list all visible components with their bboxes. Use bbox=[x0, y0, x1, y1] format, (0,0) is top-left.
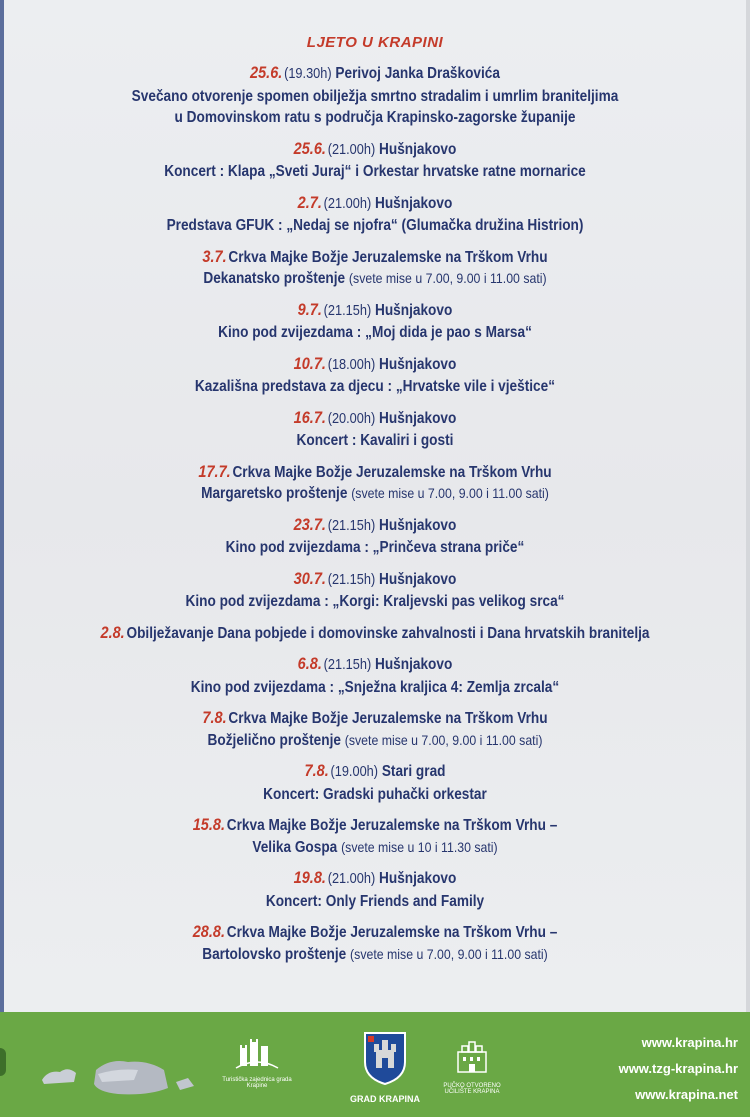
castle-icon bbox=[232, 1036, 282, 1070]
event-note: (svete mise u 7.00, 9.00 i 11.00 sati) bbox=[350, 945, 548, 962]
event-date: 2.8. bbox=[100, 623, 125, 642]
event-text: Hušnjakovo bbox=[379, 870, 457, 887]
event-line bbox=[45, 322, 705, 344]
event-date: 25.6. bbox=[250, 64, 283, 82]
event-text: Crkva Majke Božje Jeruzalemske na Trškom Vrhu – bbox=[226, 817, 558, 834]
event-text: Hušnjakovo bbox=[379, 409, 457, 427]
event-schedule bbox=[0, 63, 750, 975]
event-text: Hušnjakovo bbox=[375, 301, 453, 319]
event-time: (21.15h) bbox=[323, 657, 372, 673]
event-item bbox=[0, 868, 750, 912]
event-text: Hušnjakovo bbox=[379, 570, 457, 588]
event-text: Koncert : Klapa „Sveti Juraj“ i Orkestar hrvatske ratne mornarice bbox=[164, 163, 586, 180]
event-line bbox=[45, 193, 705, 216]
tourist-board-logo bbox=[222, 1036, 292, 1089]
event-line bbox=[45, 139, 705, 162]
event-date: 9.7. bbox=[297, 300, 322, 319]
event-text: Crkva Majke Božje Jeruzalemske na Trškom Vrhu bbox=[232, 463, 552, 481]
event-date: 10.7. bbox=[293, 354, 326, 373]
tourist-board-label: Turistička zajednica grada Krapine bbox=[222, 1077, 292, 1089]
event-date: 6.8. bbox=[297, 655, 322, 673]
event-text: Predstava GFUK : „Nedaj se njofra“ (Glumačka družina Histrion) bbox=[166, 217, 584, 234]
event-date: 25.6. bbox=[293, 139, 326, 158]
event-item bbox=[0, 922, 750, 965]
event-text: Hušnjakovo bbox=[379, 140, 457, 158]
link-krapina-hr[interactable]: www.krapina.hr bbox=[641, 1035, 738, 1050]
event-item bbox=[0, 515, 750, 559]
event-item bbox=[0, 761, 750, 805]
building-icon bbox=[452, 1040, 492, 1076]
event-date: 7.8. bbox=[304, 762, 329, 780]
event-date: 30.7. bbox=[293, 569, 326, 588]
event-text: Svečano otvorenje spomen obilježja smrtno stradalim i umrlim braniteljima bbox=[131, 87, 619, 105]
event-text: Koncert: Only Friends and Family bbox=[265, 892, 485, 910]
event-date: 28.8. bbox=[192, 923, 225, 941]
event-line bbox=[45, 591, 705, 613]
event-item bbox=[0, 569, 750, 613]
event-note: (svete mise u 10 i 11.30 sati) bbox=[341, 838, 498, 855]
event-line bbox=[45, 784, 705, 806]
event-line bbox=[45, 537, 705, 559]
event-text: Crkva Majke Božje Jeruzalemske na Trškom Vrhu bbox=[228, 248, 548, 266]
event-line bbox=[45, 462, 705, 484]
event-item bbox=[0, 63, 750, 129]
event-item bbox=[0, 139, 750, 183]
event-text: Kino pod zvijezdama : „Korgi: Kraljevski pas velikog srca“ bbox=[185, 593, 565, 610]
event-item bbox=[0, 300, 750, 344]
event-line bbox=[45, 107, 705, 129]
event-text: Crkva Majke Božje Jeruzalemske na Trškom Vrhu bbox=[228, 710, 548, 727]
event-text: Obilježavanje Dana pobjede i domovinske zahvalnosti i Dana hrvatskih branitelja bbox=[126, 624, 650, 642]
event-text: Božjelično proštenje bbox=[207, 731, 341, 749]
event-text: Kino pod zvijezdama : „Moj dida je pao s Marsa“ bbox=[218, 324, 532, 341]
university-logo bbox=[440, 1040, 504, 1095]
event-time: (21.15h) bbox=[327, 571, 376, 588]
event-text: Crkva Majke Božje Jeruzalemske na Trškom Vrhu – bbox=[226, 924, 558, 941]
event-text: Kino pod zvijezdama : „Snježna kraljica 4: Zemlja zrcala“ bbox=[190, 678, 560, 696]
event-line bbox=[45, 63, 705, 86]
event-time: (21.00h) bbox=[323, 195, 372, 212]
link-tzg-krapina-hr[interactable]: www.tzg-krapina.hr bbox=[618, 1061, 738, 1076]
event-item bbox=[0, 408, 750, 452]
event-time: (19.00h) bbox=[330, 764, 379, 780]
city-crest-label: GRAD KRAPINA bbox=[350, 1094, 421, 1104]
event-text: Dekanatsko proštenje bbox=[203, 270, 346, 287]
event-text: Margaretsko proštenje bbox=[201, 485, 348, 502]
link-krapina-net[interactable]: www.krapina.net bbox=[635, 1087, 738, 1102]
event-text: Koncert: Gradski puhački orkestar bbox=[263, 785, 487, 803]
event-line bbox=[45, 515, 705, 538]
event-text: Kazališna predstava za djecu : „Hrvatske vile i vještice“ bbox=[194, 378, 556, 395]
event-date: 19.8. bbox=[293, 869, 326, 887]
event-line bbox=[45, 677, 705, 699]
event-text: Kino pod zvijezdama : „Prinčeva strana priče“ bbox=[225, 539, 525, 556]
event-time: (20.00h) bbox=[327, 410, 376, 427]
event-text: Perivoj Janka Draškovića bbox=[335, 65, 500, 82]
event-date: 2.7. bbox=[297, 193, 322, 212]
event-date: 15.8. bbox=[192, 816, 225, 834]
event-text: Stari grad bbox=[381, 763, 446, 780]
event-line bbox=[45, 161, 705, 183]
event-item bbox=[0, 623, 750, 645]
event-line bbox=[45, 247, 705, 269]
footer-links bbox=[619, 1030, 738, 1108]
event-line bbox=[45, 922, 705, 944]
event-line bbox=[45, 86, 705, 108]
event-item bbox=[0, 708, 750, 751]
event-text: Bartolovsko proštenje bbox=[202, 945, 347, 963]
event-line bbox=[45, 654, 705, 677]
event-item bbox=[0, 462, 750, 505]
event-line bbox=[45, 430, 705, 452]
event-text: Hušnjakovo bbox=[375, 656, 453, 673]
event-line bbox=[45, 623, 705, 645]
event-date: 3.7. bbox=[202, 247, 227, 266]
footer-edge-shape bbox=[0, 1048, 6, 1076]
event-date: 17.7. bbox=[198, 462, 231, 481]
event-line bbox=[45, 408, 705, 431]
event-date: 23.7. bbox=[293, 515, 326, 534]
event-line bbox=[45, 300, 705, 323]
event-line bbox=[45, 761, 705, 784]
event-item bbox=[0, 354, 750, 398]
event-text: Koncert : Kavaliri i gosti bbox=[296, 432, 454, 449]
event-line bbox=[45, 483, 705, 505]
event-line bbox=[45, 815, 705, 837]
event-note: (svete mise u 7.00, 9.00 i 11.00 sati) bbox=[351, 485, 549, 501]
event-item bbox=[0, 815, 750, 858]
event-note: (svete mise u 7.00, 9.00 i 11.00 sati) bbox=[344, 731, 543, 748]
event-date: 7.8. bbox=[202, 709, 227, 727]
event-time: (21.00h) bbox=[327, 871, 376, 887]
event-text: Velika Gospa bbox=[252, 838, 338, 856]
stone-graphic bbox=[38, 1040, 198, 1100]
crest-icon bbox=[362, 1030, 408, 1086]
event-text: Hušnjakovo bbox=[379, 516, 457, 534]
poster-title: LJETO U KRAPINI bbox=[306, 34, 444, 51]
event-item bbox=[0, 247, 750, 290]
event-line bbox=[45, 268, 705, 290]
event-line bbox=[45, 730, 705, 752]
event-line bbox=[45, 354, 705, 377]
event-note: (svete mise u 7.00, 9.00 i 11.00 sati) bbox=[348, 270, 547, 286]
city-crest-logo bbox=[350, 1030, 420, 1104]
university-label: PUČKO OTVORENO UČILIŠTE KRAPINA bbox=[443, 1083, 501, 1095]
event-line bbox=[45, 837, 705, 859]
event-item bbox=[0, 654, 750, 698]
event-item bbox=[0, 193, 750, 237]
event-time: (21.15h) bbox=[323, 302, 372, 319]
event-text: Hušnjakovo bbox=[379, 355, 457, 373]
event-line bbox=[45, 891, 705, 913]
event-time: (18.00h) bbox=[327, 356, 376, 373]
event-date: 16.7. bbox=[293, 408, 326, 427]
event-line bbox=[45, 569, 705, 592]
event-line bbox=[45, 868, 705, 891]
event-line bbox=[45, 376, 705, 398]
event-time: (21.15h) bbox=[327, 517, 376, 534]
event-time: (19.30h) bbox=[284, 66, 332, 82]
event-time: (21.00h) bbox=[327, 141, 376, 158]
event-line bbox=[45, 708, 705, 730]
event-text: u Domovinskom ratu s područja Krapinsko-zagorske županije bbox=[174, 109, 576, 126]
event-text: Hušnjakovo bbox=[375, 194, 453, 212]
event-line bbox=[45, 215, 705, 237]
event-line bbox=[45, 944, 705, 966]
